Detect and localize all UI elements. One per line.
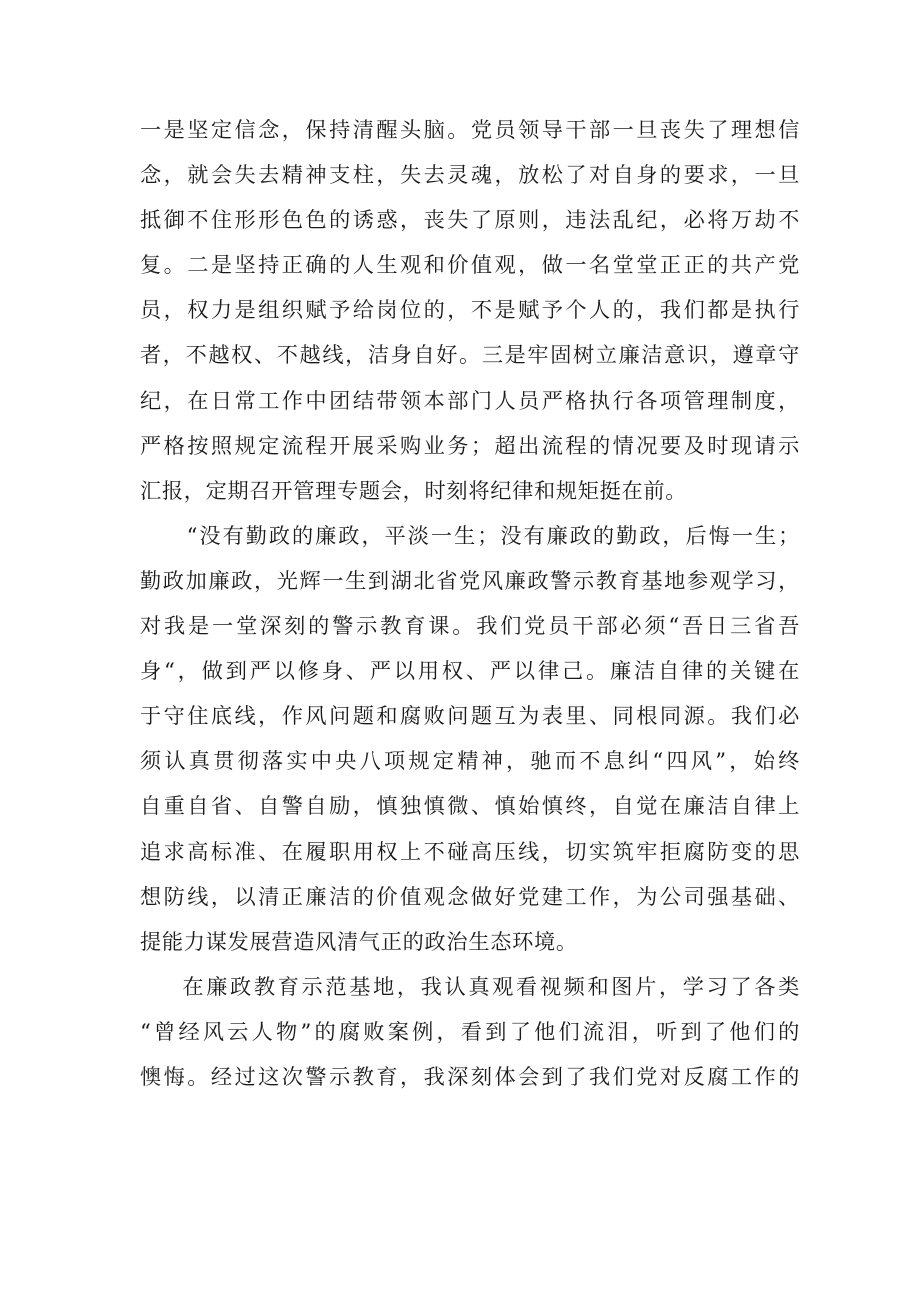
text-line: 懊悔。经过这次警示教育，我深刻体会到了我们党对反腐工作的 [140, 1063, 800, 1089]
text-line: 者，不越权、不越线，洁身自好。三是牢固树立廉洁意识，遵章守 [140, 342, 800, 368]
text-line: 须认真贯彻落实中央八项规定精神，驰而不息纠“四风”，始终 [140, 748, 800, 774]
paragraph-2 [140, 513, 800, 964]
text-line: 复。二是坚持正确的人生观和价值观，做一名堂堂正正的共产党 [140, 252, 800, 278]
paragraph-3 [140, 964, 800, 1099]
text-line: 员，权力是组织赋予给岗位的，不是赋予个人的，我们都是执行 [140, 297, 800, 323]
text-line: 想防线，以清正廉洁的价值观念做好党建工作，为公司强基础、 [140, 883, 800, 909]
text-line: 在廉政教育示范基地，我认真观看视频和图片，学习了各类 [182, 973, 800, 999]
text-line: 提能力谋发展营造风清气正的政治生态环境。 [140, 928, 578, 954]
text-line: 自重自省、自警自励，慎独慎微、慎始慎终，自觉在廉洁自律上 [140, 793, 800, 819]
text-line: 勤政加廉政，光辉一生到湖北省党风廉政警示教育基地参观学习， [140, 567, 800, 593]
text-line: 抵御不住形形色色的诱惑，丧失了原则，违法乱纪，必将万劫不 [140, 207, 800, 233]
text-line: 一是坚定信念，保持清醒头脑。党员领导干部一旦丧失了理想信 [140, 117, 800, 142]
document-body [140, 107, 800, 1099]
text-line: 对我是一堂深刻的警示教育课。我们党员干部必须“吾日三省吾 [140, 613, 800, 639]
text-line: 纪，在日常工作中团结带领本部门人员严格执行各项管理制度， [140, 387, 800, 413]
text-line: 身“，做到严以修身、严以用权、严以律己。廉洁自律的关键在 [140, 658, 800, 684]
text-line: “曾经风云人物”的腐败案例，看到了他们流泪，听到了他们的 [140, 1018, 800, 1044]
text-line: 严格按照规定流程开展采购业务；超出流程的情况要及时现请示 [140, 432, 800, 458]
paragraph-1 [140, 107, 800, 513]
text-line: “没有勤政的廉政，平淡一生；没有廉政的勤政，后悔一生； [186, 522, 800, 548]
text-line: 汇报，定期召开管理专题会，时刻将纪律和规矩挺在前。 [140, 477, 688, 503]
text-line: 于守住底线，作风问题和腐败问题互为表里、同根同源。我们必 [140, 703, 800, 729]
text-line: 念，就会失去精神支柱，失去灵魂，放松了对自身的要求，一旦 [140, 162, 800, 188]
text-line: 追求高标准、在履职用权上不碰高压线，切实筑牢拒腐防变的思 [140, 838, 800, 864]
